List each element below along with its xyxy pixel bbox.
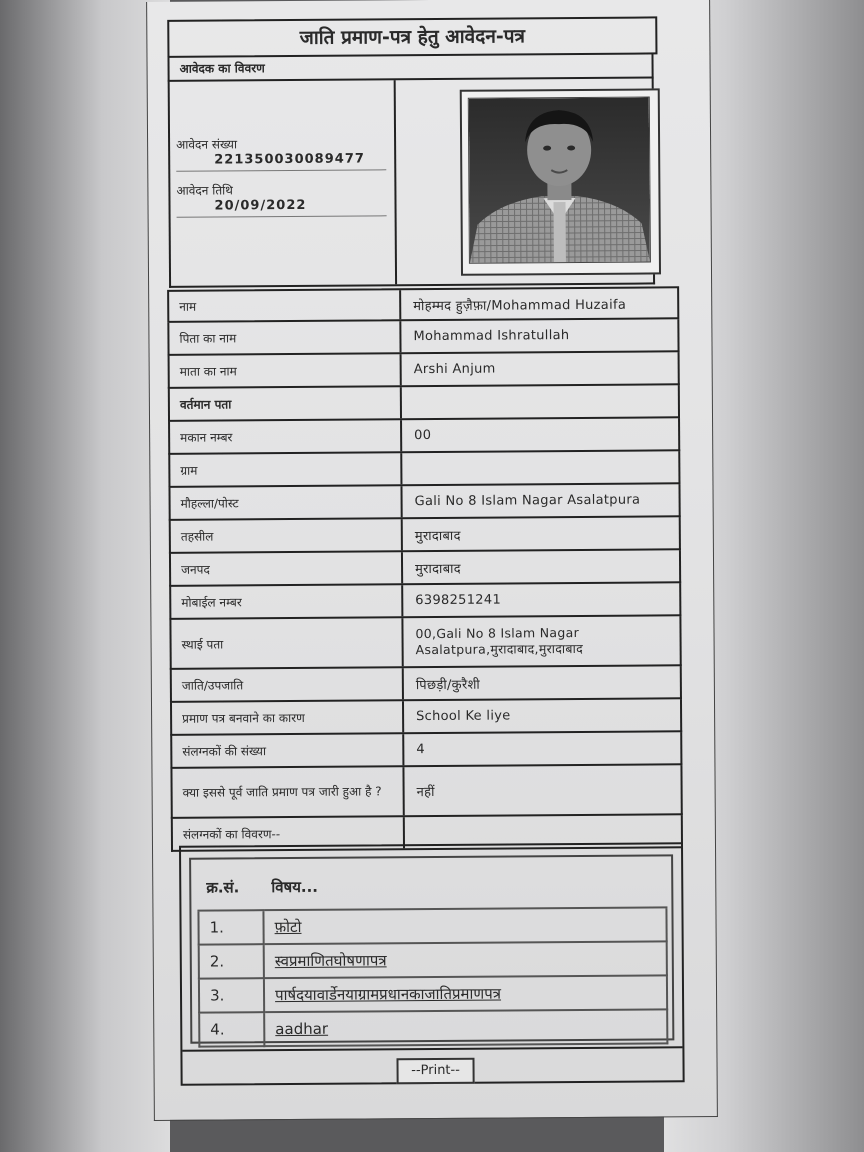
row-label: नाम [169, 290, 401, 321]
details-table [167, 286, 683, 852]
row-label: वर्तमान पता [170, 387, 402, 420]
table-row [168, 484, 680, 521]
row-value: मुरादाबाद [414, 528, 461, 544]
row-value [402, 385, 678, 418]
row-value: मुरादाबाद [415, 561, 462, 577]
row-value: Gali No 8 Islam Nagar Asalatpura [414, 492, 641, 510]
attachment-serial: 1. [198, 910, 263, 944]
table-row [169, 517, 681, 554]
attachment-link-self-declaration[interactable]: स्वप्रमाणितघोषणापत्र [274, 951, 387, 971]
row-label: माता का नाम [170, 354, 402, 387]
row-label: संलग्नकों का विवरण-- [173, 817, 405, 850]
row-value: नहीं [416, 784, 435, 801]
table-row [169, 583, 681, 620]
row-value: 00,Gali No 8 Islam Nagar Asalatpura,मुरादाबाद,मुरादाबाद [415, 624, 584, 658]
row-label: मौहल्ला/पोस्ट [170, 486, 402, 519]
row-label: प्रमाण पत्र बनवाने का कारण [172, 701, 404, 734]
attachments-section [179, 842, 685, 1086]
background-left [0, 0, 170, 1152]
form-frame [167, 16, 663, 1099]
row-value: School Ke liye [416, 708, 511, 725]
table-row [170, 765, 682, 819]
attachments-header-row [198, 862, 666, 910]
row-label: मोबाईल नम्बर [171, 585, 403, 618]
applicant-photo-image [469, 97, 650, 262]
header-serial: क्र.सं. [198, 865, 263, 910]
attachment-serial: 3. [199, 978, 264, 1012]
attachment-link-caste-certificate[interactable]: पार्षदयावार्डेनयाग्रामप्रधानकाजातिप्रमाणपत्र [274, 984, 502, 1005]
row-label: मकान नम्बर [170, 420, 402, 453]
table-row [168, 418, 680, 455]
section-label: आवेदक का विवरण [167, 52, 653, 81]
row-value [402, 451, 678, 484]
print-bar [182, 1046, 682, 1085]
application-date-value: 20/09/2022 [214, 197, 307, 214]
table-row [199, 941, 667, 978]
photo-cell [396, 78, 655, 284]
application-date-label: आवेदन तिथि [176, 183, 233, 198]
row-label: जाति/उपजाति [172, 668, 404, 701]
row-label: तहसील [171, 519, 403, 552]
row-value: 00 [414, 428, 432, 444]
table-row [169, 616, 681, 670]
applicant-photo [468, 96, 651, 263]
table-row [169, 550, 681, 587]
row-value: Arshi Anjum [413, 361, 496, 378]
table-row [199, 1009, 667, 1046]
application-info [170, 80, 397, 286]
row-label: संलग्नकों की संख्या [172, 734, 404, 767]
table-row [170, 732, 682, 769]
table-row [198, 907, 666, 944]
table-row [168, 352, 680, 389]
applicant-header-block [168, 78, 655, 287]
attachment-link-photo[interactable]: फ़ोटो [274, 917, 302, 937]
row-value: 6398251241 [415, 592, 502, 609]
form-title: जाति प्रमाण-पत्र हेतु आवेदन-पत्र [167, 16, 657, 57]
printed-form-paper [146, 0, 718, 1121]
application-number-field [176, 134, 386, 171]
attachment-serial: 4. [199, 1012, 264, 1046]
attachments-table [197, 862, 668, 1047]
row-value: Mohammad Ishratullah [413, 328, 570, 345]
table-row [199, 975, 667, 1012]
row-label: जनपद [171, 552, 403, 585]
table-row [167, 319, 679, 356]
row-label: ग्राम [170, 453, 402, 486]
table-row [170, 699, 682, 736]
row-label: स्थाई पता [171, 618, 403, 668]
row-value: मोहम्मद हुज़ैफ़ा/Mohammad Huzaifa [413, 297, 627, 314]
row-label: पिता का नाम [169, 321, 401, 354]
attachment-link-aadhar[interactable]: aadhar [275, 1019, 329, 1039]
table-row [170, 666, 682, 703]
application-number-value: 221350030089477 [214, 151, 365, 168]
row-value: पिछड़ी/कुरैशी [415, 677, 481, 693]
row-label: क्या इससे पूर्व जाति प्रमाण पत्र जारी हुआ है ? [172, 767, 404, 817]
table-row [168, 385, 680, 422]
application-date-field [176, 180, 386, 217]
table-row [168, 451, 680, 488]
application-number-label: आवेदन संख्या [176, 137, 238, 152]
header-subject: विषय... [263, 862, 666, 910]
attachments-table-frame [189, 854, 674, 1043]
row-value: 4 [416, 742, 425, 758]
table-row [167, 286, 679, 323]
print-button[interactable]: --Print-- [396, 1058, 474, 1085]
attachment-serial: 2. [199, 944, 264, 978]
applicant-photo-frame [460, 88, 661, 275]
